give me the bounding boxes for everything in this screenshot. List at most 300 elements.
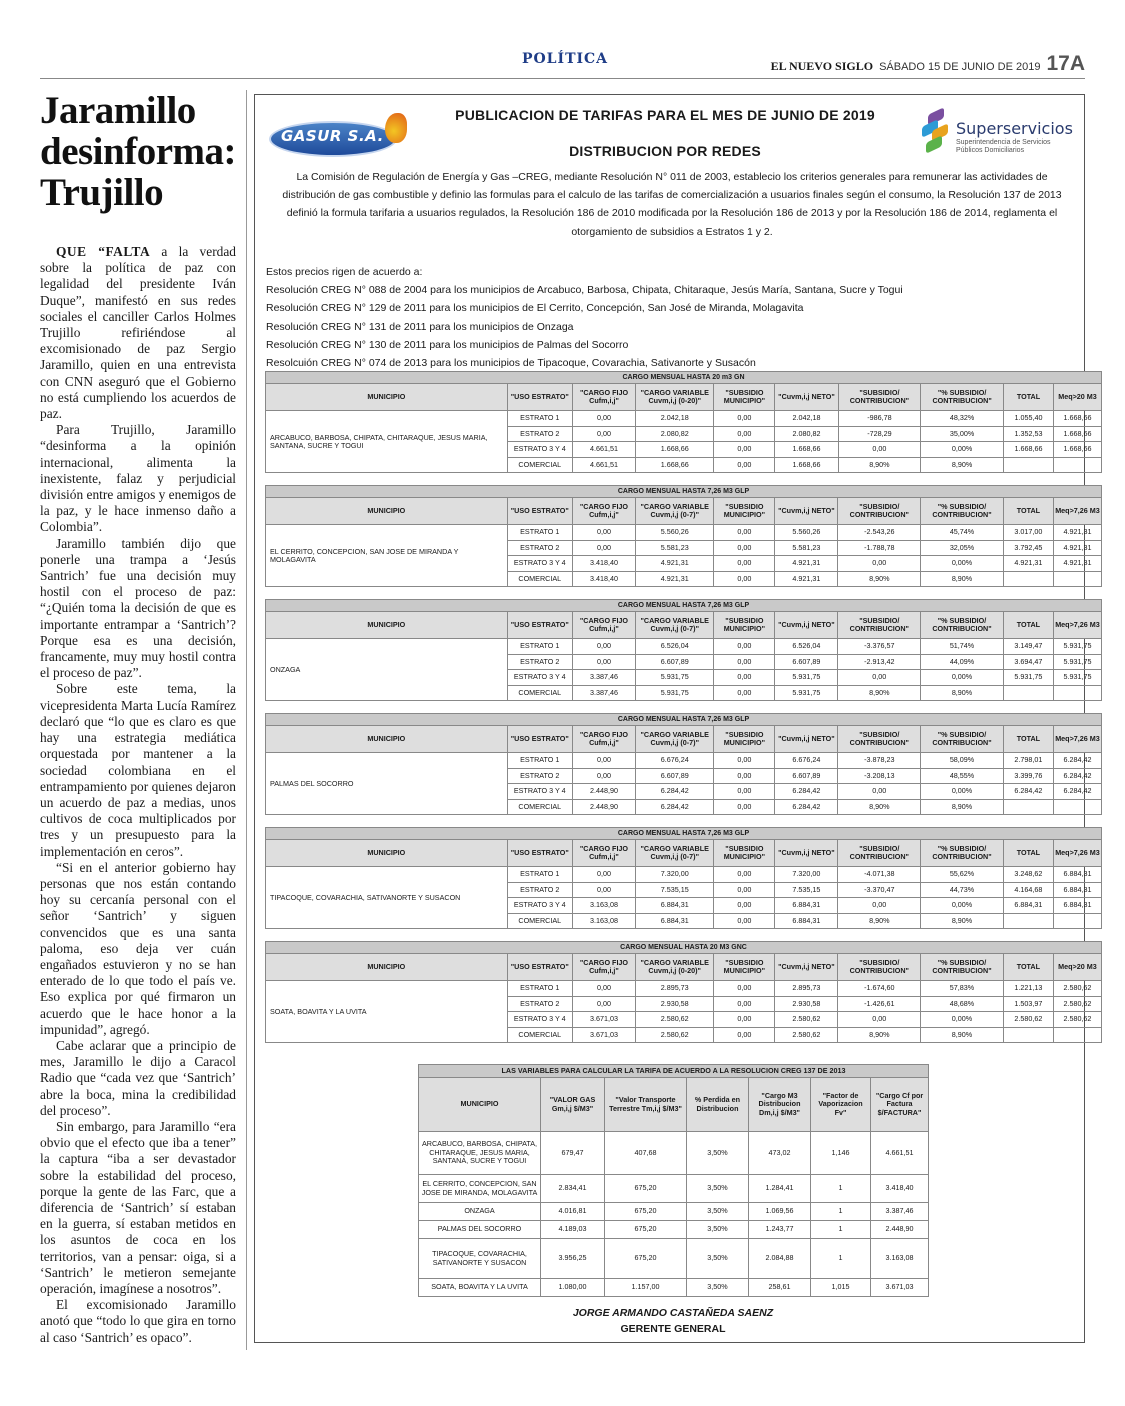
table-cell: -2.913,42 — [838, 654, 921, 670]
table-cell: 6.284,42 — [775, 784, 838, 800]
table-cell: 57,83% — [921, 981, 1004, 997]
table-cell: 0,00 — [572, 882, 635, 898]
table-cell: 0,00 — [714, 753, 775, 769]
table-cell: 6.284,42 — [1003, 784, 1053, 800]
table-cell — [1003, 457, 1053, 473]
resolution-item: Resolución CREG N° 129 de 2011 para los municipios de El Cerrito, Concepción, San José de Miranda, Molagavita — [266, 302, 804, 315]
column-header: "SUBSIDIO/ CONTRIBUCION" — [838, 498, 921, 525]
resolution-item: Resolución CREG N° 088 de 2004 para los municipios de Arcabuco, Barbosa, Chipata, Chitaraque, Jesús María, Santana, Sucre y Togui — [266, 284, 903, 297]
table-cell: ESTRATO 2 — [507, 768, 572, 784]
superservicios-subtitle: Superintendencia de Servicios Públicos Domiciliarios — [956, 139, 1051, 154]
table-cell — [1003, 685, 1053, 701]
table-cell: 1.055,40 — [1003, 411, 1053, 427]
table-cell: ESTRATO 3 Y 4 — [507, 556, 572, 572]
table-cell: 4.921,31 — [1003, 556, 1053, 572]
table-cell: 1,146 — [811, 1132, 871, 1175]
table-cell: 2.084,88 — [749, 1239, 811, 1279]
table-cell: 8,90% — [921, 799, 1004, 815]
municipio-cell: ARCABUCO, BARBOSA, CHIPATA, CHITARAQUE, JESUS MARIA, SANTANA, SUCRE Y TOGUI — [419, 1132, 541, 1175]
municipio-cell: TIPACOQUE, COVARACHIA, SATIVANORTE Y SUSACON — [266, 867, 508, 929]
table-cell: 0,00% — [921, 1012, 1004, 1028]
table-cell: 6.284,42 — [1053, 784, 1101, 800]
column-header: "CARGO VARIABLE Cuvm,i,j (0-7)" — [636, 498, 714, 525]
column-header: "% SUBSIDIO/ CONTRIBUCION" — [921, 612, 1004, 639]
column-header: "CARGO VARIABLE Cuvm,i,j (0-7)" — [636, 840, 714, 867]
tariff-table-caption: CARGO MENSUAL HASTA 7,26 M3 GLP — [266, 600, 1102, 612]
column-header: MUNICIPIO — [419, 1078, 541, 1132]
table-cell: 0,00% — [921, 898, 1004, 914]
resolution-item: Resolución CREG N° 130 de 2011 para los municipios de Palmas del Socorro — [266, 338, 629, 351]
table-cell: 3.792,45 — [1003, 540, 1053, 556]
table-cell: 675,20 — [605, 1203, 687, 1221]
table-cell: 6.607,89 — [636, 654, 714, 670]
table-cell: 6.676,24 — [636, 753, 714, 769]
table-cell: 2.798,01 — [1003, 753, 1053, 769]
newspaper-name: EL NUEVO SIGLO — [770, 59, 874, 73]
table-cell: 0,00 — [714, 571, 775, 587]
column-header: "USO ESTRATO" — [507, 954, 572, 981]
column-divider — [246, 90, 247, 1350]
table-cell — [1003, 799, 1053, 815]
table-cell: 1.668,66 — [775, 442, 838, 458]
table-cell: 2.448,90 — [871, 1221, 929, 1239]
column-header: "USO ESTRATO" — [507, 726, 572, 753]
table-cell: 2.930,58 — [775, 996, 838, 1012]
column-header: "SUBSIDIO MUNICIPIO" — [714, 384, 775, 411]
table-row — [419, 1132, 929, 1175]
table-cell: 1.503,97 — [1003, 996, 1053, 1012]
column-header: MUNICIPIO — [266, 954, 508, 981]
table-cell: 3.387,46 — [572, 670, 635, 686]
table-cell: 3.418,40 — [572, 571, 635, 587]
table-cell: 1.069,56 — [749, 1203, 811, 1221]
table-cell: -1.674,60 — [838, 981, 921, 997]
table-cell: 2.080,82 — [775, 426, 838, 442]
table-cell: 6.284,42 — [636, 784, 714, 800]
table-cell: 1 — [811, 1175, 871, 1203]
column-header: MUNICIPIO — [266, 726, 508, 753]
table-cell: 8,90% — [838, 457, 921, 473]
column-header: "% SUBSIDIO/ CONTRIBUCION" — [921, 726, 1004, 753]
column-header: "Cuvm,i,j NETO" — [775, 954, 838, 981]
table-cell: 0,00 — [572, 426, 635, 442]
table-cell: 7.320,00 — [636, 867, 714, 883]
table-cell: 0,00% — [921, 784, 1004, 800]
column-header: "% SUBSIDIO/ CONTRIBUCION" — [921, 840, 1004, 867]
tariff-table-caption: CARGO MENSUAL HASTA 20 m3 GN — [266, 372, 1102, 384]
table-cell — [1003, 913, 1053, 929]
table-row — [419, 1221, 929, 1239]
publication-title: PUBLICACION DE TARIFAS PARA EL MES DE JUNIO DE 2019 — [455, 107, 875, 123]
table-cell: 0,00 — [838, 670, 921, 686]
column-header: "SUBSIDIO/ CONTRIBUCION" — [838, 840, 921, 867]
table-cell: 3.163,08 — [572, 898, 635, 914]
table-cell: -1.788,78 — [838, 540, 921, 556]
table-cell: 1.668,66 — [1054, 442, 1102, 458]
article-paragraph: Sin embargo, para Jaramillo “era obvio que el efecto que iba a tener” la captura “iba a ser devastador sobre la estabilidad del proceso, porque la gente de las Farc, que a diferencia de ‘Santrich’ sí estaban en la guerra, sí estaban metidos en los asuntos de coca en los territorios, van a pensar: oiga, si a ‘Santrich’ le metieron semejante operación, imagínese a nosotros”. — [40, 1118, 236, 1296]
table-cell: 1 — [811, 1239, 871, 1279]
table-cell: 4.661,51 — [572, 442, 635, 458]
table-cell: 0,00 — [714, 867, 775, 883]
table-cell: 5.931,75 — [636, 670, 714, 686]
tariff-table-caption: CARGO MENSUAL HASTA 20 M3 GNC — [266, 942, 1102, 954]
table-cell: 6.607,89 — [775, 768, 838, 784]
table-row — [266, 525, 1102, 541]
header-rule — [40, 78, 1085, 79]
table-cell: 8,90% — [921, 1027, 1004, 1043]
table-cell: 0,00 — [714, 639, 775, 655]
table-cell: 0,00 — [572, 867, 635, 883]
resolution-list — [266, 263, 1066, 372]
table-cell: 55,62% — [921, 867, 1004, 883]
variables-table-caption: LAS VARIABLES PARA CALCULAR LA TARIFA DE ACUERDO A LA RESOLUCION CREG 137 DE 2013 — [419, 1065, 929, 1078]
table-cell: 2.042,18 — [775, 411, 838, 427]
table-cell: COMERCIAL — [507, 685, 572, 701]
table-cell: 0,00 — [572, 654, 635, 670]
table-cell: -3.370,47 — [838, 882, 921, 898]
table-cell: 2.580,62 — [1053, 981, 1101, 997]
table-cell: 0,00 — [714, 685, 775, 701]
table-cell: 2.448,90 — [572, 799, 635, 815]
table-cell: 8,90% — [838, 571, 921, 587]
table-cell: 1.243,77 — [749, 1221, 811, 1239]
publication-intro: La Comisión de Regulación de Energía y Gas –CREG, mediante Resolución N° 011 de 2003, establecio los criterios generales para remunerar las actividades de distribución de gas combustible y definio las formulas para el calculo de las tarifas de comercialización a usuarios finales según el consumo, la Resolución 137 de 2013 definió la formula tarifaria a usuarios regulados, la Resolución 186 de 2010 modificada por la Resolución 186 de 2013 y por la Resolución 186 de 2014, reglamenta el otorgamiento de subsidios a Estratos 1 y 2. — [282, 171, 1062, 238]
tariff-table-caption: CARGO MENSUAL HASTA 7,26 M3 GLP — [266, 828, 1102, 840]
column-header: "CARGO FIJO Cufm,i,j" — [572, 840, 635, 867]
table-cell: 0,00 — [714, 457, 775, 473]
table-cell: 6.526,04 — [775, 639, 838, 655]
table-row — [266, 981, 1102, 997]
column-header: MUNICIPIO — [266, 384, 508, 411]
table-cell: 6.284,42 — [1053, 768, 1101, 784]
column-header: "Cuvm,i,j NETO" — [775, 612, 838, 639]
table-cell: 0,00 — [714, 1012, 775, 1028]
table-cell: 6.284,42 — [1053, 753, 1101, 769]
column-header: MUNICIPIO — [266, 612, 508, 639]
table-cell — [1054, 457, 1102, 473]
table-cell: 0,00 — [838, 898, 921, 914]
table-cell: 3,50% — [687, 1239, 749, 1279]
table-row — [266, 411, 1102, 427]
table-cell: 8,90% — [838, 799, 921, 815]
table-cell: 32,05% — [921, 540, 1004, 556]
column-header: "SUBSIDIO MUNICIPIO" — [714, 498, 775, 525]
table-cell: 3.399,76 — [1003, 768, 1053, 784]
table-cell: 2.580,62 — [1053, 996, 1101, 1012]
table-cell: 0,00 — [714, 996, 775, 1012]
table-cell: 1 — [811, 1203, 871, 1221]
column-header: TOTAL — [1003, 384, 1053, 411]
table-cell: 3.694,47 — [1003, 654, 1053, 670]
table-cell: 1.668,66 — [1054, 426, 1102, 442]
table-cell: 407,68 — [605, 1132, 687, 1175]
table-cell: 51,74% — [921, 639, 1004, 655]
tariff-table — [265, 941, 1102, 1043]
table-cell: -3.376,57 — [838, 639, 921, 655]
table-cell: 3.671,03 — [572, 1012, 635, 1028]
column-header: "USO ESTRATO" — [507, 840, 572, 867]
tariff-table — [265, 713, 1102, 815]
table-cell: 8,90% — [838, 685, 921, 701]
table-cell: 3.163,08 — [572, 913, 635, 929]
column-header: "CARGO FIJO Cufm,i,j" — [572, 498, 635, 525]
table-cell: 3.418,40 — [871, 1175, 929, 1203]
table-cell: 4.661,51 — [572, 457, 635, 473]
table-cell: 0,00 — [572, 996, 635, 1012]
column-header: "CARGO FIJO Cufm,i,j" — [572, 612, 635, 639]
table-cell — [1053, 913, 1101, 929]
table-cell: ESTRATO 3 Y 4 — [507, 670, 572, 686]
table-cell: 8,90% — [921, 571, 1004, 587]
table-cell: -3.208,13 — [838, 768, 921, 784]
table-cell: ESTRATO 3 Y 4 — [507, 784, 572, 800]
superservicios-mark-icon — [922, 109, 948, 155]
column-header: TOTAL — [1003, 498, 1053, 525]
table-cell: ESTRATO 3 Y 4 — [507, 442, 572, 458]
table-cell: ESTRATO 3 Y 4 — [507, 1012, 572, 1028]
table-cell: 7.320,00 — [775, 867, 838, 883]
column-header: TOTAL — [1003, 726, 1053, 753]
column-header: "SUBSIDIO/ CONTRIBUCION" — [838, 954, 921, 981]
article-body — [40, 244, 236, 1346]
table-cell: 3,50% — [687, 1279, 749, 1297]
table-cell: ESTRATO 3 Y 4 — [507, 898, 572, 914]
table-cell: ESTRATO 1 — [507, 411, 572, 427]
table-cell: 0,00 — [714, 540, 775, 556]
table-cell: 0,00 — [714, 913, 775, 929]
municipio-cell: EL CERRITO, CONCEPCION, SAN JOSE DE MIRANDA, MOLAGAVITA — [419, 1175, 541, 1203]
article-lead: QUE “FALTA — [56, 244, 151, 259]
table-cell: 0,00 — [838, 1012, 921, 1028]
table-cell: 4.921,31 — [636, 571, 714, 587]
table-cell: 6.884,31 — [1003, 898, 1053, 914]
table-cell: 4.921,31 — [636, 556, 714, 572]
tariff-table — [265, 371, 1102, 473]
table-cell: ESTRATO 2 — [507, 426, 572, 442]
table-cell: 4.016,81 — [541, 1203, 605, 1221]
issue-date: SÁBADO 15 DE JUNIO DE 2019 — [879, 61, 1041, 73]
table-row — [419, 1279, 929, 1297]
table-cell: 675,20 — [605, 1221, 687, 1239]
article-paragraph: Jaramillo también dijo que ponerle una trampa a ‘Jesús Santrich’ fue una decisión muy hostil con el proceso de paz: “¿Quién toma la decisión de que es importante entrampar a ‘Santrich’? Porque esa es una decisión, francamente, muy muy hostil contra el proceso de paz”. — [40, 535, 236, 681]
municipio-cell: EL CERRITO, CONCEPCION, SAN JOSE DE MIRANDA Y MOLAGAVITA — [266, 525, 508, 587]
article-paragraph: Sobre este tema, la vicepresidenta Marta Lucía Ramírez declaró que “lo que es claro es que hay una estrategia mediática orquestada por mantener a la sociedad colombiana en el entrampamiento por quienes dejaron un acuerdo de paz a medias, unos cultivos de coca multiplicados por tres y un presupuesto para la implementación en ceros”. — [40, 681, 236, 859]
article-lead-text: a la verdad sobre la política de paz con legalidad del presidente Iván Duque”, manifestó en sus redes sociales el canciller Carlos Holmes Trujillo refiriéndose al excomisionado de paz Sergio Jaramillo, quien en una entrevista con CNN aseguró que el Gobierno no está cumpliendo los acuerdos de paz. — [40, 244, 236, 422]
tariff-table — [265, 485, 1102, 587]
table-row — [419, 1203, 929, 1221]
column-header: "Cuvm,i,j NETO" — [775, 384, 838, 411]
table-cell: 3.149,47 — [1003, 639, 1053, 655]
column-header: MUNICIPIO — [266, 498, 508, 525]
signer-role: GERENTE GENERAL — [620, 1323, 726, 1335]
table-cell: 0,00 — [714, 442, 775, 458]
table-cell: 3,50% — [687, 1175, 749, 1203]
table-cell: 1.221,13 — [1003, 981, 1053, 997]
column-header: "CARGO VARIABLE Cuvm,i,j (0-20)" — [636, 954, 714, 981]
table-cell: 2.080,82 — [636, 426, 714, 442]
table-cell: 2.580,62 — [1003, 1012, 1053, 1028]
column-header: "Cargo Cf por Factura $/FACTURA" — [871, 1078, 929, 1132]
table-cell: -4.071,38 — [838, 867, 921, 883]
table-cell: 3.418,40 — [572, 556, 635, 572]
table-cell: 2.580,62 — [636, 1012, 714, 1028]
column-header: MUNICIPIO — [266, 840, 508, 867]
column-header: Meq>20 M3 — [1054, 384, 1102, 411]
table-cell: 44,09% — [921, 654, 1004, 670]
flame-icon — [385, 113, 407, 143]
table-cell: 3.387,46 — [572, 685, 635, 701]
column-header: "USO ESTRATO" — [507, 498, 572, 525]
table-cell: 2.042,18 — [636, 411, 714, 427]
table-cell: ESTRATO 1 — [507, 981, 572, 997]
table-cell: 44,73% — [921, 882, 1004, 898]
publication-subtitle: DISTRIBUCION POR REDES — [569, 143, 761, 159]
table-cell: ESTRATO 1 — [507, 753, 572, 769]
table-cell: 5.931,75 — [775, 685, 838, 701]
column-header: "SUBSIDIO MUNICIPIO" — [714, 726, 775, 753]
municipio-cell: TIPACOQUE, COVARACHIA, SATIVANORTE Y SUSACON — [419, 1239, 541, 1279]
table-cell: 679,47 — [541, 1132, 605, 1175]
table-cell: 0,00 — [572, 768, 635, 784]
table-cell: 6.884,31 — [636, 898, 714, 914]
column-header: "SUBSIDIO/ CONTRIBUCION" — [838, 384, 921, 411]
table-cell — [1003, 1027, 1053, 1043]
table-cell: 1.668,66 — [1054, 411, 1102, 427]
table-cell: 6.884,31 — [636, 913, 714, 929]
table-cell: ESTRATO 2 — [507, 654, 572, 670]
table-cell: 4.921,31 — [1053, 556, 1101, 572]
resolution-item: Resolcuión CREG N° 074 de 2013 para los municipios de Tipacoque, Covarachia, Sativanorte y Susacón — [266, 357, 756, 370]
column-header: "CARGO FIJO Cufm,i,j" — [572, 726, 635, 753]
resolution-item: Resolución CREG N° 131 de 2011 para los municipios de Onzaga — [266, 320, 574, 333]
table-cell: -1.426,61 — [838, 996, 921, 1012]
table-cell: 5.560,26 — [775, 525, 838, 541]
table-cell: 1.668,66 — [1003, 442, 1053, 458]
table-cell: 5.931,75 — [1053, 670, 1101, 686]
table-cell: 0,00% — [921, 442, 1004, 458]
table-cell — [1053, 685, 1101, 701]
table-cell: 35,00% — [921, 426, 1004, 442]
table-cell: 3.387,46 — [871, 1203, 929, 1221]
table-cell: 2.834,41 — [541, 1175, 605, 1203]
table-cell: 6.284,42 — [775, 799, 838, 815]
column-header: "USO ESTRATO" — [507, 384, 572, 411]
column-header: "VALOR GAS Gm,i,j $/M3" — [541, 1078, 605, 1132]
table-cell: ESTRATO 1 — [507, 639, 572, 655]
article-paragraph: El excomisionado Jaramillo anotó que “todo lo que gira en torno al caso ‘Santrich’ es opaco”. — [40, 1297, 236, 1345]
table-cell: 3.671,03 — [572, 1027, 635, 1043]
table-cell: 2.895,73 — [636, 981, 714, 997]
column-header: TOTAL — [1003, 954, 1053, 981]
table-cell: 1.668,66 — [636, 457, 714, 473]
column-header: TOTAL — [1003, 840, 1053, 867]
column-header: "SUBSIDIO MUNICIPIO" — [714, 954, 775, 981]
table-cell: COMERCIAL — [507, 571, 572, 587]
table-cell: 4.661,51 — [871, 1132, 929, 1175]
table-cell: 0,00 — [572, 639, 635, 655]
table-cell: 2.580,62 — [1053, 1012, 1101, 1028]
article-paragraph — [40, 244, 236, 422]
superservicios-logo — [922, 107, 1072, 157]
column-header: "Cuvm,i,j NETO" — [775, 726, 838, 753]
tariff-table — [265, 599, 1102, 701]
table-cell: 0,00% — [921, 670, 1004, 686]
column-header: TOTAL — [1003, 612, 1053, 639]
column-header: "SUBSIDIO MUNICIPIO" — [714, 612, 775, 639]
table-cell: 0,00 — [572, 525, 635, 541]
table-cell: 0,00 — [838, 442, 921, 458]
table-cell: -728,29 — [838, 426, 921, 442]
variables-table — [418, 1064, 929, 1297]
signer-name: JORGE ARMANDO CASTAÑEDA SAENZ — [572, 1307, 774, 1319]
table-cell: 45,74% — [921, 525, 1004, 541]
table-cell: 0,00 — [714, 654, 775, 670]
column-header: "% SUBSIDIO/ CONTRIBUCION" — [921, 498, 1004, 525]
table-cell: 0,00 — [714, 556, 775, 572]
table-cell: 8,90% — [838, 913, 921, 929]
table-cell: 0,00 — [572, 411, 635, 427]
table-cell: 8,90% — [921, 457, 1004, 473]
table-cell: 1.157,00 — [605, 1279, 687, 1297]
table-cell — [1003, 571, 1053, 587]
table-cell: 0,00 — [714, 411, 775, 427]
table-cell: 4.189,03 — [541, 1221, 605, 1239]
column-header: "SUBSIDIO MUNICIPIO" — [714, 840, 775, 867]
table-cell: 1.668,66 — [775, 457, 838, 473]
table-cell: 2.895,73 — [775, 981, 838, 997]
table-cell: COMERCIAL — [507, 799, 572, 815]
table-cell: 3.671,03 — [871, 1279, 929, 1297]
table-cell: ESTRATO 2 — [507, 996, 572, 1012]
masthead — [771, 52, 1085, 76]
column-header: "SUBSIDIO/ CONTRIBUCION" — [838, 726, 921, 753]
column-header: "SUBSIDIO/ CONTRIBUCION" — [838, 612, 921, 639]
table-cell: 5.581,23 — [636, 540, 714, 556]
column-header: "Valor Transporte Terrestre Tm,i,j $/M3" — [605, 1078, 687, 1132]
table-cell: 0,00 — [838, 784, 921, 800]
table-cell: 6.607,89 — [636, 768, 714, 784]
table-cell: 5.931,75 — [1003, 670, 1053, 686]
table-cell: 0,00 — [714, 525, 775, 541]
table-cell: 6.884,31 — [775, 913, 838, 929]
table-cell: 1,015 — [811, 1279, 871, 1297]
table-cell: 3.248,62 — [1003, 867, 1053, 883]
tariff-table-caption: CARGO MENSUAL HASTA 7,26 M3 GLP — [266, 486, 1102, 498]
tariff-table-caption: CARGO MENSUAL HASTA 7,26 M3 GLP — [266, 714, 1102, 726]
table-cell: 8,90% — [921, 685, 1004, 701]
table-cell: 1.668,66 — [636, 442, 714, 458]
table-cell: 1.080,00 — [541, 1279, 605, 1297]
table-row — [266, 753, 1102, 769]
table-cell: 6.284,42 — [636, 799, 714, 815]
table-cell: 48,32% — [921, 411, 1004, 427]
table-cell: 5.581,23 — [775, 540, 838, 556]
table-cell: 5.931,75 — [636, 685, 714, 701]
tariff-table — [265, 827, 1102, 929]
table-cell: 6.884,31 — [1053, 882, 1101, 898]
table-cell: 6.676,24 — [775, 753, 838, 769]
table-cell: 0,00% — [921, 556, 1004, 572]
column-header: "CARGO FIJO Cufm,i,j" — [572, 384, 635, 411]
table-cell: 4.921,31 — [1053, 525, 1101, 541]
table-cell: 2.448,90 — [572, 784, 635, 800]
column-header: "Cuvm,i,j NETO" — [775, 498, 838, 525]
column-header: Meq>7,26 M3 — [1053, 840, 1101, 867]
table-cell: 1.352,53 — [1003, 426, 1053, 442]
column-header: "Factor de Vaporizacion Fv" — [811, 1078, 871, 1132]
column-header: Meq>7,26 M3 — [1053, 612, 1101, 639]
article-paragraph: Cabe aclarar que a principio de mes, Jaramillo le dijo a Caracol Radio que “cada vez que ‘Santrich’ abre la boca, mina la credibilidad del proceso”. — [40, 1037, 236, 1118]
